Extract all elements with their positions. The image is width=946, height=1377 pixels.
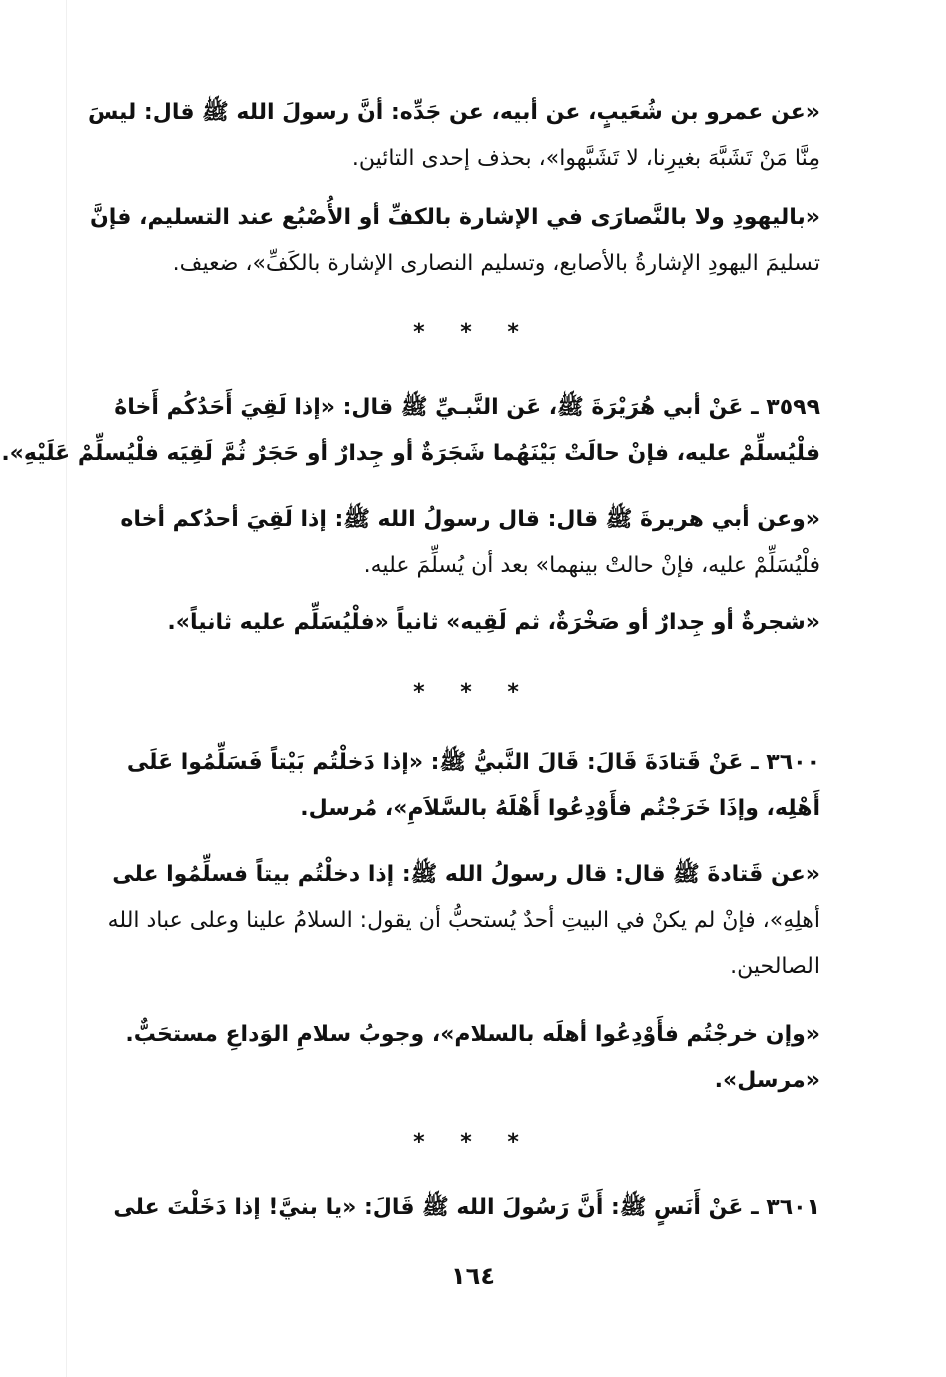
section-separator: * * * (413, 320, 533, 345)
text-line: أهلِهِ»، فإنْ لم يكنْ في البيتِ أحدٌ يُستحبُّ أن يقول: السلامُ علينا وعلى عباد الله (107, 908, 820, 933)
hadith-3600 (100, 740, 820, 832)
paragraph-commentary-1 (87, 90, 820, 182)
text-line: «شجرةٌ أو جِدارٌ أو صَخْرَةٌ، ثم لَقِيه» ثانياً «فلْيُسَلِّم عليه ثانياً». (167, 610, 820, 635)
text-line: تسليمَ اليهودِ الإشارةُ بالأصابع، وتسليم النصارى الإشارة بالكَفِّ»، ضعيف. (172, 251, 820, 276)
hadith-3599 (1, 385, 820, 477)
text-line: الصالحين. (730, 954, 820, 979)
text-line: «مرسل». (714, 1068, 820, 1093)
paragraph-commentary-3 (100, 497, 820, 589)
section-separator: * * * (413, 1130, 533, 1155)
paragraph-commentary-4 (100, 600, 820, 646)
text-line: «عن قَتادةَ ﷺ قال: قال رسولُ الله ﷺ: إذا دخلْتُم بيتاً فسلِّمُوا على (112, 862, 820, 887)
text-line: ٣٦٠١ ـ عَنْ أَنَسٍ ﷺ: أَنَّ رَسُولَ الله ﷺ قَالَ: «يا بنيَّ! إذا دَخَلْتَ على (113, 1195, 820, 1220)
text-line: فلْيُسلِّمْ عليه، فإنْ حالَتْ بَيْنَهُما شَجَرَةٌ أو جِدارٌ أو حَجَرٌ ثُمَّ لَقِيَه فلْيُسلِّمْ عَلَيْهِ». (1, 441, 820, 466)
text-line: ٣٦٠٠ ـ عَنْ قَتادَةَ قَالَ: قَالَ النَّبيُّ ﷺ: «إذا دَخلْتُم بَيْتاً فَسَلِّمُوا عَلَى (126, 750, 820, 775)
text-line: «باليهودِ ولا بالنَّصارَى في الإشارة بالكفِّ أو الأُصْبُع عند التسليم، فإنَّ (90, 205, 820, 230)
text-line: فلْيُسَلِّمْ عليه، فإنْ حالتْ بينهما» بعد أن يُسلِّمَ عليه. (363, 553, 820, 578)
text-line: ٣٥٩٩ ـ عَنْ أبي هُرَيْرَةَ ﷺ، عَن النَّبـيِّ ﷺ قال: «إذا لَقِيَ أَحَدُكُم أَخاهُ (114, 395, 820, 420)
text-line: «عن عمرو بن شُعَيبٍ، عن أبيه، عن جَدِّه: أنَّ رسولَ الله ﷺ قال: ليسَ (87, 100, 820, 125)
text-line: مِنَّا مَنْ تَشَبَّهَ بغيرِنا، لا تَشَبَّهوا»، بحذف إحدى التائين. (351, 146, 820, 171)
hadith-3601 (100, 1185, 820, 1231)
text-line: أَهْلِه، وإذَا خَرَجْتُم فأَوْدِعُوا أَهْلَهُ بالسَّلاَمِ»، مُرسل. (300, 796, 820, 821)
text-line: «وعن أبي هريرةَ ﷺ قال: قال رسولُ الله ﷺ: إذا لَقِيَ أحدُكم أخاه (120, 507, 820, 532)
paragraph-commentary-2 (90, 195, 820, 287)
page-number: ١٦٤ (451, 1262, 495, 1290)
paragraph-commentary-5 (100, 852, 820, 990)
paragraph-commentary-6 (100, 1012, 820, 1104)
text-line: «وإن خرجْتُم فأَوْدِعُوا أهلَه بالسلام»، وجوبُ سلامِ الوَداعِ مستحَبٌّ. (125, 1022, 820, 1047)
section-separator: * * * (413, 680, 533, 705)
